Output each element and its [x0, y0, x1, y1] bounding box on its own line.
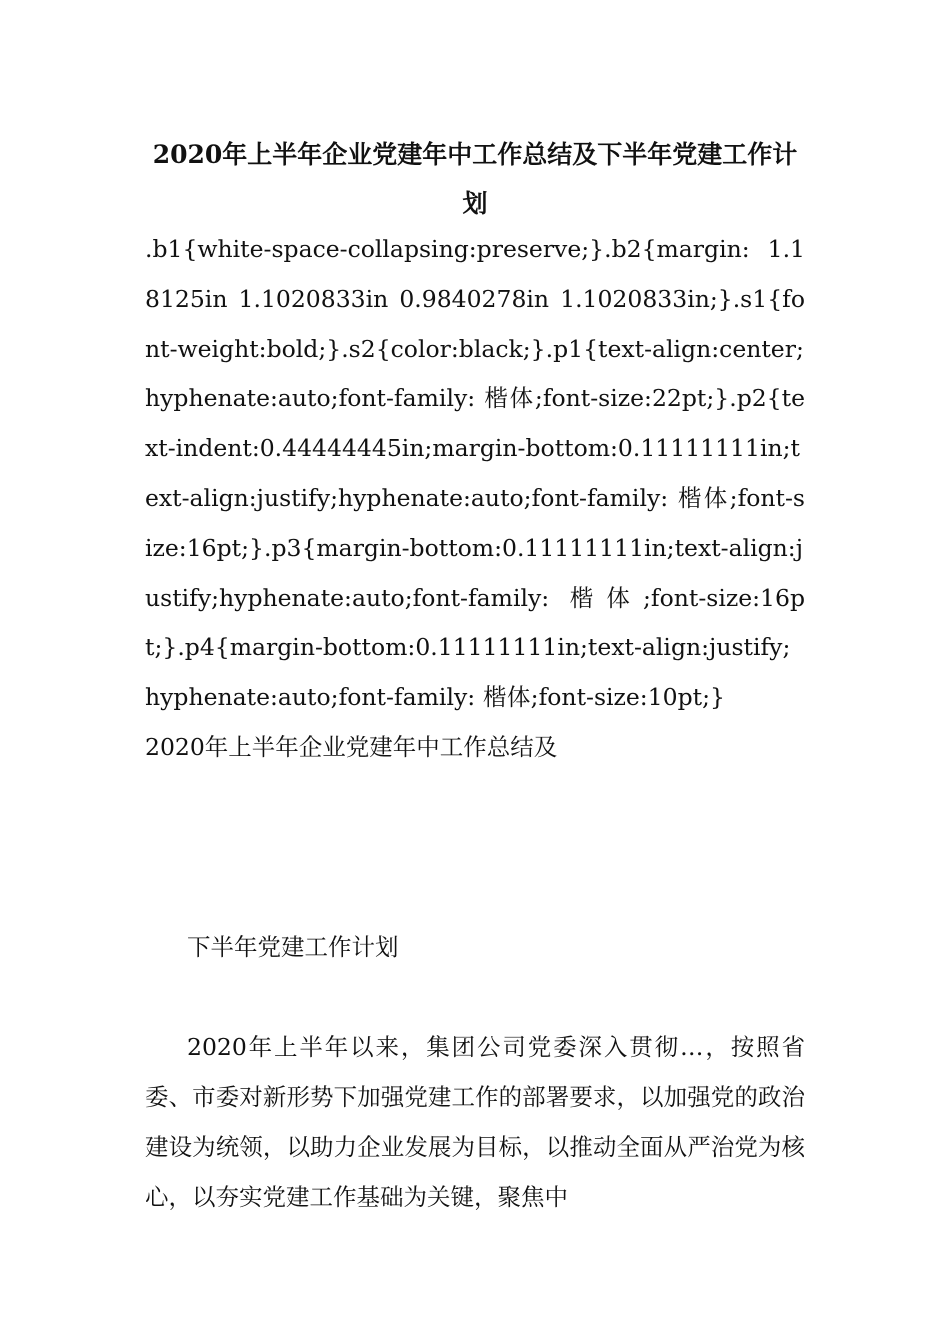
style-dump-text [145, 225, 805, 773]
document-title: 2020年上半年企业党建年中工作总结及下半年党建工作计划 [152, 140, 798, 218]
inline-heading: 2020年上半年企业党建年中工作总结及 [145, 732, 558, 761]
subtitle-line: 下半年党建工作计划 [187, 933, 399, 961]
body-paragraph: 2020年上半年以来，集团公司党委深入贯彻…，按照省委、市委对新形势下加强党建工作的部署要求，以加强党的政治建设为统领，以助力企业发展为目标，以推动全面从严治党为核心，以夯实党建工作基础为关键，聚焦中 [145, 1033, 805, 1211]
style-dump-rules: .b1{white-space-collapsing:preserve;}.b2{margin: 1.18125in 1.1020833in 0.9840278in 1.1020833in;}.s1{font-weight:bold;}.s2{color:black;}.p1{text-align:center;hyphenate:auto;font-family: 楷体;font-size:22pt;}.p2{text-indent:0.44444445in;margin-bottom:0.11111111in;text-align:justify;hyphenate:auto;font-family: 楷体;font-size:16pt;}.p3{margin-bottom:0.11111111in;text-align:justify;hyphenate:auto;font-family: 楷体;font-size:16pt;}.p4{margin-bottom:0.11111111in;text-align:justify;hyphenate:auto;font-family: 楷体;font-size:10pt;} [145, 235, 805, 712]
